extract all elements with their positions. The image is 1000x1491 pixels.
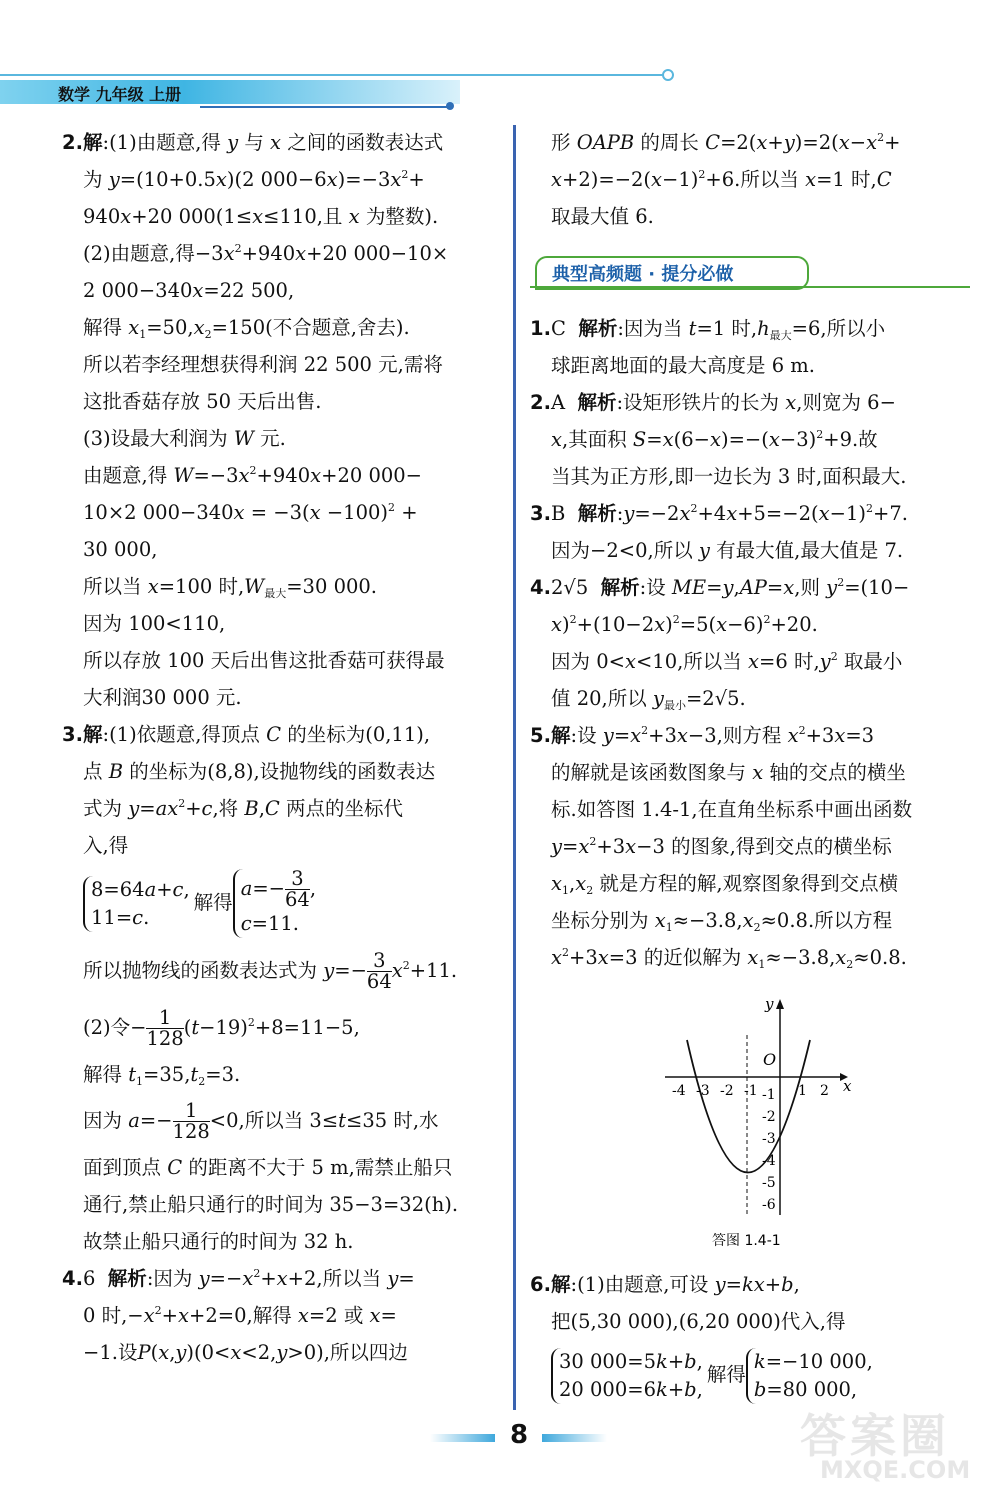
header-band: [0, 76, 670, 106]
q2-line13: 所以当 x=100 时$,W_{最大}=30$ 000.: [83, 575, 377, 600]
y-tick: -4: [762, 1153, 776, 1169]
section-heading-rule: [530, 286, 970, 288]
q2-line16: 大利润30 000 元.: [83, 686, 242, 709]
x-tick-labels: [672, 1083, 829, 1099]
q2-line10: 由题意,得 $W=-3x^2+940x+20$ 000−: [83, 464, 423, 487]
right-column-3: [530, 1266, 975, 1410]
figure-caption: 答图 1.4-1: [712, 1233, 781, 1249]
header-dot-end: [446, 102, 454, 110]
watermark-logo: 答案圈: [800, 1409, 950, 1463]
y-tick: -2: [762, 1109, 776, 1125]
right-column-2: [530, 310, 975, 976]
h5-line6: 坐标分别为 $x_1\approx-3.8,x_2\approx 0.8$.所以方程: [551, 909, 893, 934]
q2-line9: (3)设最大利润为 W 元.: [83, 427, 286, 450]
h5-line1: 5.解:设 $y=x^2+3x-3$,则方程 $x^2+3x=3$: [530, 724, 875, 747]
q4-line4: 形 OAPB 的周长 $C=2(x+y)=2(x-x^2+$: [551, 131, 901, 154]
q2-line6: 解得 $x_1=50,x_2=150$(不合题意,舍去).: [83, 316, 410, 341]
h5-line4: $y=x^2+3x-3$ 的图象,得到交点的横坐标: [551, 835, 892, 858]
q2-line2: 为 y=(10+0.5x)(2 $000-6x)=-3x^2+$: [83, 168, 425, 191]
h4-line3: 因为 0<x<10,所以当 x=6 时$,y^2$ 取最小: [551, 650, 903, 673]
right-column: [530, 124, 975, 235]
q4-line6: 取最大值 6.: [551, 205, 654, 228]
q2-line12: 30 000,: [83, 538, 158, 561]
watermark-site: MXQE.COM: [820, 1456, 971, 1484]
page-footer: [430, 1420, 630, 1460]
q4-line2: 0 时$,-x^2+x+2=0$,解得 x=2 或 x=: [83, 1304, 397, 1327]
section-heading-text: 典型高频题 · 提分必做: [552, 264, 734, 285]
q3-line3: 式为 $y=ax^2+c$,将 B,C 两点的坐标代: [83, 797, 404, 820]
q4-line1: 4.6 解析:因为 $y=-x^2+x+2$,所以当 y=: [62, 1267, 415, 1290]
q3-line9: 面到顶点 C 的距离不大于 5 m,需禁止船只: [83, 1156, 453, 1179]
parabola-curve: [687, 1040, 810, 1173]
q4-line5: $x+2)=-2(x-1)^2+6$.所以当 x=1 时,C: [551, 168, 892, 191]
h1-line2: 球距离地面的最大高度是 6 m.: [551, 354, 815, 377]
q2-line11: 10×2 $000-340x = -3(x -100)^2$ +: [83, 501, 418, 524]
left-column: [62, 124, 502, 1371]
q3-line1: 3.解:(1)依题意,得顶点 C 的坐标为(0,11),: [62, 723, 431, 746]
y-tick: -1: [762, 1087, 776, 1103]
q2-line7: 所以若李经理想获得利润 22 500 元,需将: [83, 353, 443, 376]
footer-bar-right: [542, 1434, 607, 1442]
y-tick: -6: [762, 1197, 776, 1213]
origin-label: O: [763, 1050, 777, 1069]
header-underline: [200, 106, 450, 108]
h6-line1: 6.解:(1)由题意,可设 y=kx+b,: [530, 1273, 800, 1296]
q2-line3: 940x+20 000(1≤x≤110,且 x 为整数).: [83, 205, 439, 228]
q2-line4: (2)由题意,得$-3x^2+940x+20$ 000−10×: [83, 242, 449, 265]
h5-line7: $x^2+3x=3$ 的近似解为 $x_1\approx-3.8,x_2\approx 0.8$.: [551, 946, 907, 971]
h2-line2: x,其面积 $S=x(6-x)=-(x-3)^2+9$.故: [551, 428, 878, 451]
h6-system: 30 000=5k+b, 20 000=6k+b, 解得 k=−10 000, b=80 000,: [530, 1340, 975, 1410]
q3-line4: 入,得: [83, 834, 129, 857]
x-tick: 2: [820, 1083, 829, 1099]
parabola-graph: [660, 995, 860, 1255]
q2-line14: 因为 100<110,: [83, 612, 226, 635]
h5-line2: 的解就是该函数图象与 x 轴的交点的横坐: [551, 761, 906, 784]
q3-line2: 点 B 的坐标为(8,8),设抛物线的函数表达: [83, 760, 436, 783]
q3-line7: 解得 $t_1=35,t_2=3$.: [83, 1063, 241, 1088]
h1-line1: 1.C 解析:因为当 t=1 时$,h_{最大}=6$,所以小: [530, 317, 886, 342]
h3-line2: 因为−2<0,所以 y 有最大值,最大值是 7.: [551, 539, 904, 562]
page-number: 8: [510, 1420, 529, 1450]
q2-line15: 所以存放 100 天后出售这批香菇可获得最: [83, 649, 445, 672]
q2-line1: 2.解:(1)由题意,得 y 与 x 之间的函数表达式: [62, 131, 444, 154]
section-heading: [530, 252, 970, 292]
q3-line11: 故禁止船只通行的时间为 32 h.: [83, 1230, 354, 1253]
h6-line2: 把(5,30 000),(6,20 000)代入,得: [551, 1310, 846, 1333]
y-tick: -3: [762, 1131, 776, 1147]
h5-line3: 标.如答图 1.4-1,在直角坐标系中画出函数: [551, 798, 913, 821]
x-tick: -1: [744, 1083, 758, 1099]
q3-system: 8=64a+c, 11=c. 解得 a=− $\frac{3}{64}$ , c=11.: [62, 864, 502, 942]
q2-line5: 2 000−340x=22 500,: [83, 279, 295, 302]
column-divider: [513, 125, 516, 1410]
h5-line5: $x_1,x_2$ 就是方程的解,观察图象得到交点横: [551, 872, 899, 897]
h4-line1: 4.2√5 解析:设 ME=y,AP=x,则 $y^2=(10-$: [530, 576, 910, 599]
q3-line10: 通行,禁止船只通行的时间为 35−3=32(h).: [83, 1193, 459, 1216]
x-tick: -2: [720, 1083, 734, 1099]
h4-line2: $x)^2+(10-2x)^2=5(x-6)^2+20$.: [551, 613, 818, 636]
y-tick: -5: [762, 1175, 776, 1191]
h4-line4: 值 20,所以 $y_{最小}=2√5$.: [551, 687, 746, 712]
y-axis-arrow: [776, 999, 784, 1009]
x-tick: -4: [672, 1083, 686, 1099]
h3-line1: 3.B 解析$:y=-2x^2+4x+5=-2(x-1)^2+7$.: [530, 502, 908, 525]
q2-line8: 这批香菇存放 50 天后出售.: [83, 390, 322, 413]
y-label: y: [765, 995, 774, 1013]
x-tick: -3: [696, 1083, 710, 1099]
h2-line1: 2.A 解析:设矩形铁片的长为 x,则宽为 6−: [530, 391, 896, 414]
book-title: 数学 九年级 上册: [58, 85, 182, 104]
q3-line6: (2)令− $\frac{1}{128}$ $(t-19)^2+8=11-5$,: [83, 1006, 360, 1050]
h2-line3: 当其为正方形,即一边长为 3 时,面积最大.: [551, 465, 907, 488]
parabola-figure: [660, 995, 860, 1255]
x-tick: 1: [798, 1083, 807, 1099]
footer-bar-left: [430, 1434, 495, 1442]
q3-line5: 所以抛物线的函数表达式为 y=− $\frac{3}{64}$ $x^2+11$.: [83, 949, 458, 993]
q3-line8: 因为 a=− $\frac{1}{128}$ <0,所以当 3≤t≤35 时,水: [83, 1099, 439, 1143]
q4-line3: −1.设P(x,y)(0<x<2,y>0),所以四边: [83, 1341, 408, 1364]
x-label: x: [843, 1077, 852, 1095]
